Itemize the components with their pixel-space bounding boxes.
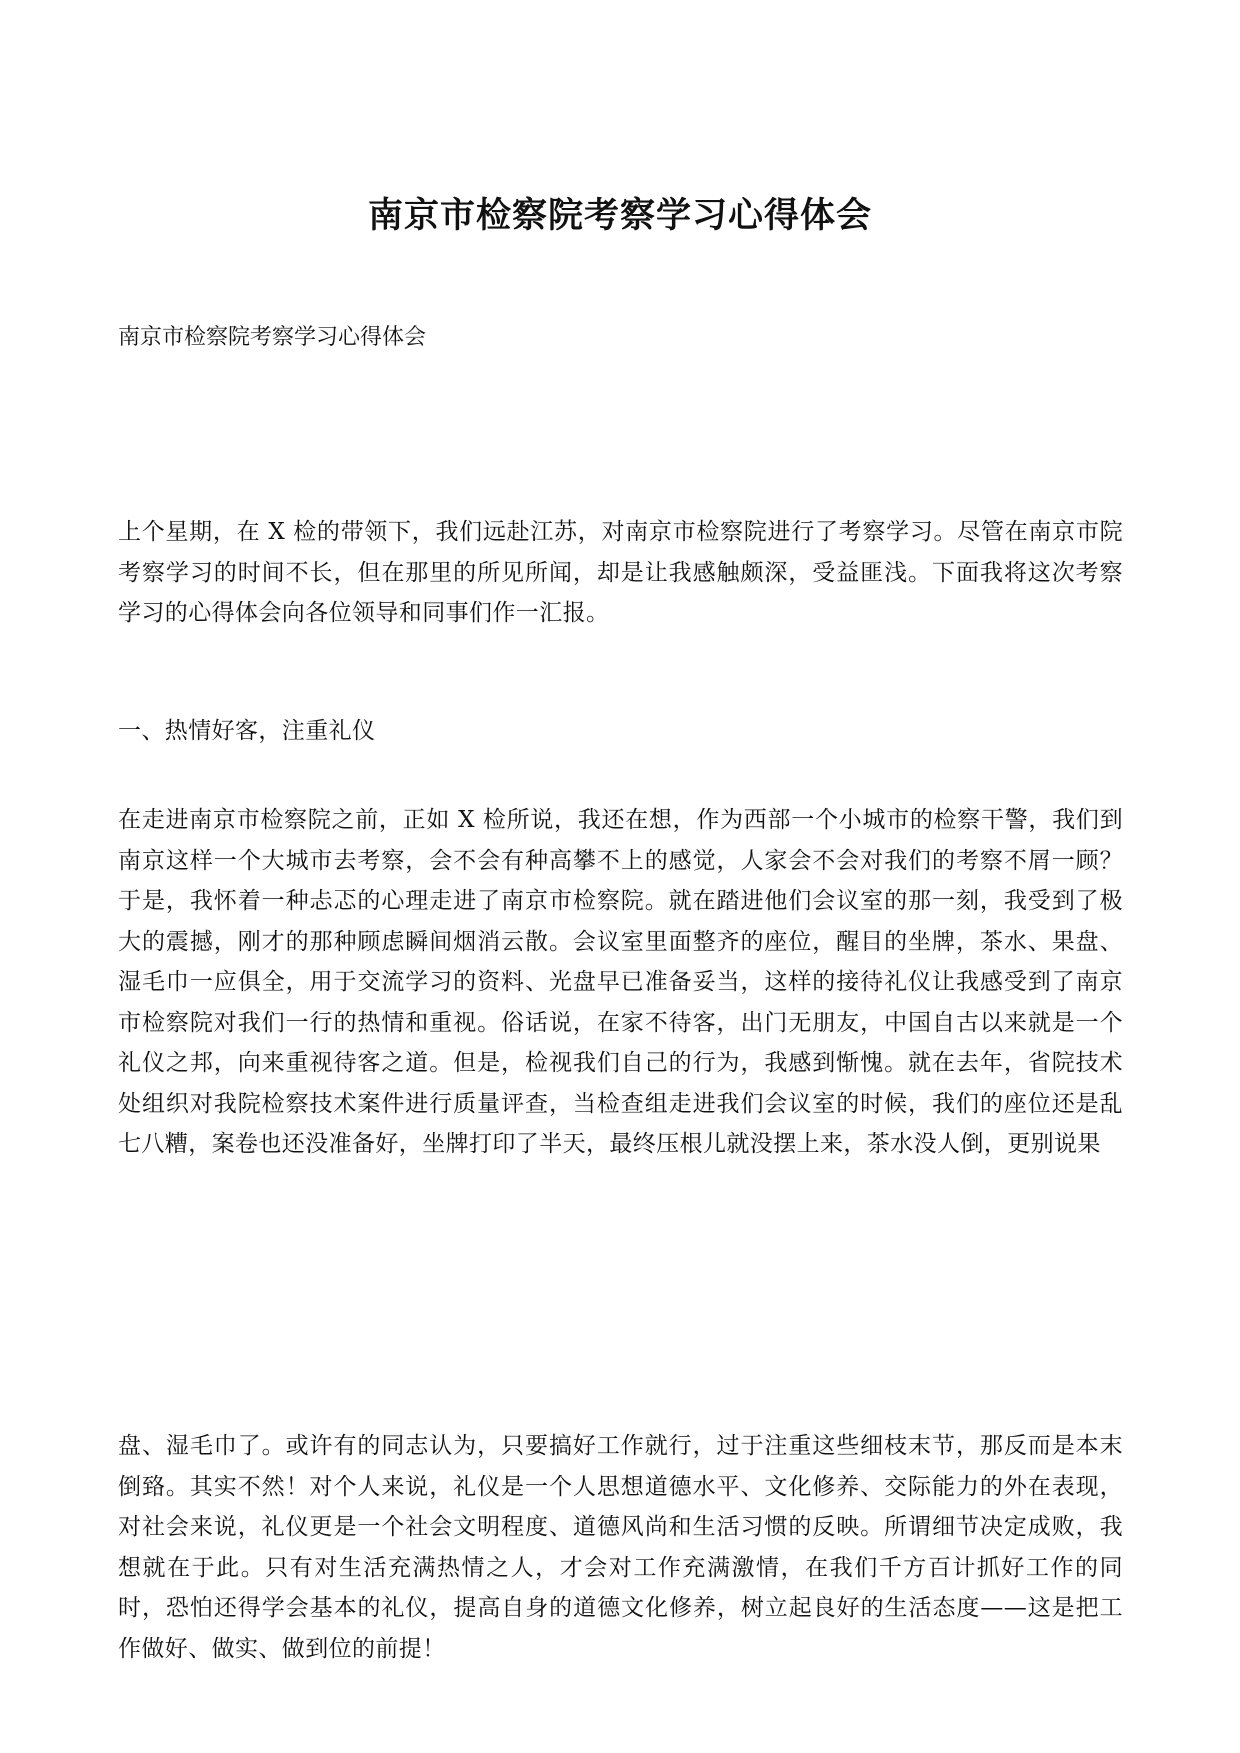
document-title: 南京市检察院考察学习心得体会: [367, 195, 872, 236]
document-subtitle: 南京市检察院考察学习心得体会: [118, 325, 427, 350]
paragraph-section-1-continued: 盘、湿毛巾了。或许有的同志认为，只要搞好工作就行，过于注重这些细枝末节，那反而是本末倒臵。其实不然！对个人来说，礼仪是一个人思想道德水平、文化修养、交际能力的外在表现，对社会来说，礼仪更是一个社会文明程度、道德风尚和生活习惯的反映。所谓细节决定成败，我想就在于此。只有对生活充满热情之人，才会对工作充满激情，在我们千方百计抓好工作的同时，恐怕还得学会基本的礼仪，提高自身的道德文化修养，树立起良好的生活态度——这是把工作做好、做实、做到位的前提！: [118, 1433, 1123, 1662]
section-heading-1: 一、热情好客，注重礼仪: [118, 718, 376, 744]
paragraph-intro: 上个星期，在 X 检的带领下，我们远赴江苏，对南京市检察院进行了考察学习。尽管在南京市院考察学习的时间不长，但在那里的所见所闻，却是让我感触颇深，受益匪浅。下面我将这次考察学习的心得体会向各位领导和同事们作一汇报。: [118, 519, 1123, 626]
paragraph-section-1: 在走进南京市检察院之前，正如 X 检所说，我还在想，作为西部一个小城市的检察干警，我们到南京这样一个大城市去考察，会不会有种高攀不上的感觉，人家会不会对我们的考察不屑一顾？于是，我怀着一种忐忑的心理走进了南京市检察院。就在踏进他们会议室的那一刻，我受到了极大的震撼，刚才的那种顾虑瞬间烟消云散。会议室里面整齐的座位，醒目的坐牌，茶水、果盘、湿毛巾一应俱全，用于交流学习的资料、光盘早已准备妥当，这样的接待礼仪让我感受到了南京市检察院对我们一行的热情和重视。俗话说，在家不待客，出门无朋友，中国自古以来就是一个礼仪之邦，向来重视待客之道。但是，检视我们自己的行为，我感到惭愧。就在去年，省院技术处组织对我院检察技术案件进行质量评查，当检查组走进我们会议室的时候，我们的座位还是乱七八糟，案卷也还没准备好，坐牌打印了半天，最终压根儿就没摆上来，茶水没人倒，更别说果: [118, 807, 1123, 1157]
